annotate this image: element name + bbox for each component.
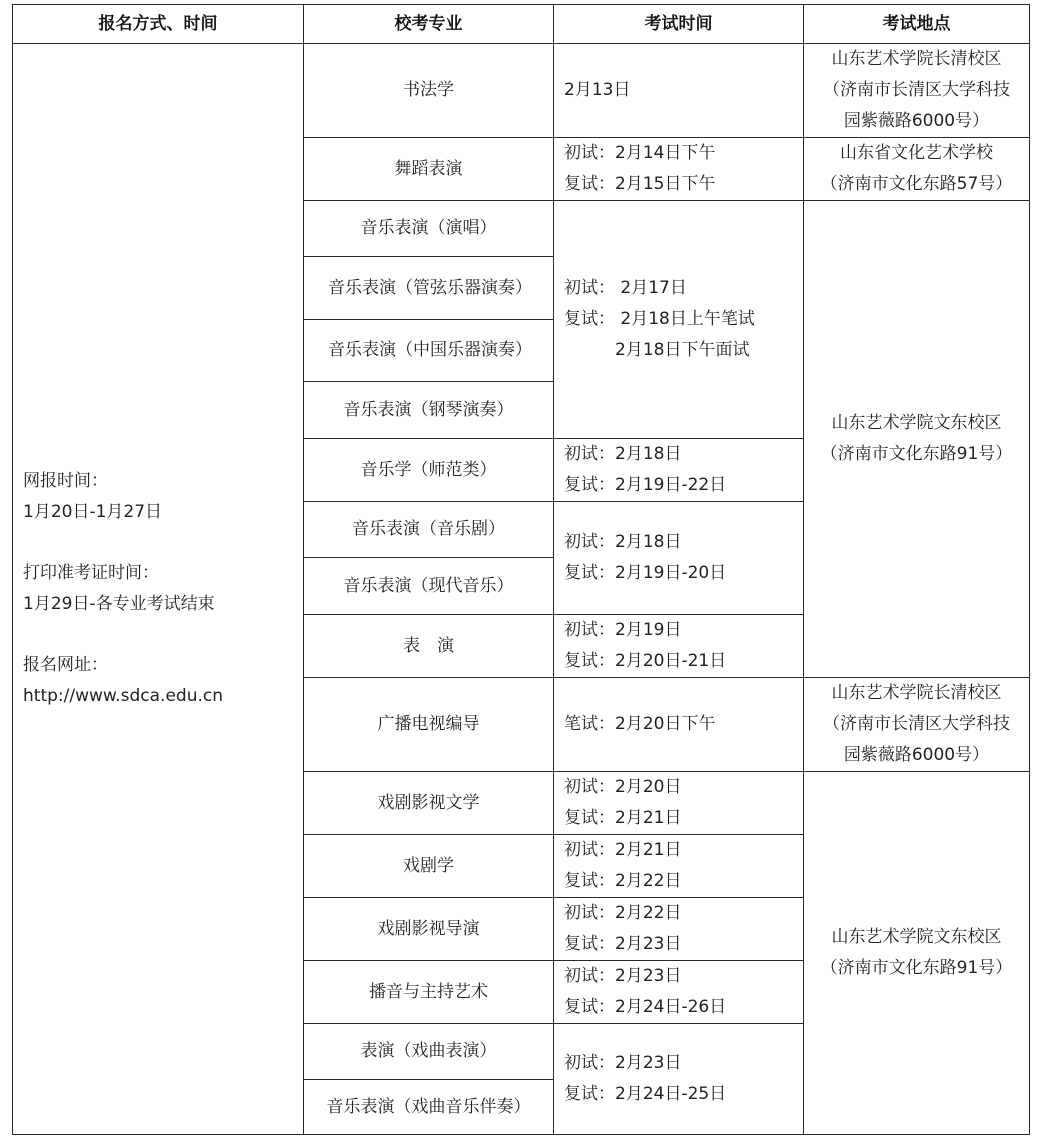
major-cell: 音乐表演（中国乐器演奏） <box>304 320 554 382</box>
major-cell: 音乐表演（演唱） <box>304 201 554 257</box>
major-cell: 戏剧影视文学 <box>304 772 554 835</box>
header-registration: 报名方式、时间 <box>13 5 304 44</box>
location-cell: 山东艺术学院文东校区 （济南市文化东路91号） <box>804 772 1030 1135</box>
header-exam-location: 考试地点 <box>804 5 1030 44</box>
location-cell: 山东省文化艺术学校 （济南市文化东路57号） <box>804 138 1030 201</box>
time-cell: 初试：2月18日 复试：2月19日-22日 <box>554 439 804 502</box>
site-url-link[interactable]: http://www.sdca.edu.cn <box>23 686 223 706</box>
print-label: 打印准考证时间： <box>23 563 159 583</box>
major-cell: 舞蹈表演 <box>304 138 554 201</box>
major-cell: 音乐学（师范类） <box>304 439 554 502</box>
time-cell: 笔试：2月20日下午 <box>554 678 804 772</box>
major-cell: 表 演 <box>304 615 554 678</box>
print-dates: 1月29日-各专业考试结束 <box>23 594 215 614</box>
time-cell: 初试：2月22日 复试：2月23日 <box>554 898 804 961</box>
time-cell: 初试：2月23日 复试：2月24日-25日 <box>554 1024 804 1135</box>
online-label: 网报时间： <box>23 471 108 491</box>
major-cell: 播音与主持艺术 <box>304 961 554 1024</box>
major-cell: 广播电视编导 <box>304 678 554 772</box>
time-cell: 初试： 2月17日 复试： 2月18日上午笔试 2月18日下午面试 <box>554 201 804 439</box>
major-cell: 戏剧学 <box>304 835 554 898</box>
registration-info <box>13 44 304 1135</box>
time-cell: 2月13日 <box>554 44 804 138</box>
online-dates: 1月20日-1月27日 <box>23 502 163 522</box>
exam-schedule-table <box>12 4 1030 1135</box>
time-cell: 初试：2月14日下午 复试：2月15日下午 <box>554 138 804 201</box>
header-major: 校考专业 <box>304 5 554 44</box>
time-cell: 初试：2月18日 复试：2月19日-20日 <box>554 502 804 615</box>
time-cell: 初试：2月20日 复试：2月21日 <box>554 772 804 835</box>
location-cell: 山东艺术学院长清校区 （济南市长清区大学科技 园紫薇路6000号） <box>804 678 1030 772</box>
major-cell: 书法学 <box>304 44 554 138</box>
time-cell: 初试：2月21日 复试：2月22日 <box>554 835 804 898</box>
location-cell: 山东艺术学院长清校区 （济南市长清区大学科技 园紫薇路6000号） <box>804 44 1030 138</box>
location-cell: 山东艺术学院文东校区 （济南市文化东路91号） <box>804 201 1030 678</box>
major-cell: 音乐表演（钢琴演奏） <box>304 382 554 439</box>
time-cell: 初试：2月19日 复试：2月20日-21日 <box>554 615 804 678</box>
major-cell: 戏剧影视导演 <box>304 898 554 961</box>
major-cell: 音乐表演（现代音乐） <box>304 558 554 615</box>
major-cell: 音乐表演（戏曲音乐伴奏） <box>304 1080 554 1135</box>
site-label: 报名网址： <box>23 655 108 675</box>
table-row <box>13 44 1030 138</box>
header-exam-time: 考试时间 <box>554 5 804 44</box>
header-row <box>13 5 1030 44</box>
major-cell: 音乐表演（音乐剧） <box>304 502 554 558</box>
time-cell: 初试：2月23日 复试：2月24日-26日 <box>554 961 804 1024</box>
major-cell: 表演（戏曲表演） <box>304 1024 554 1080</box>
major-cell: 音乐表演（管弦乐器演奏） <box>304 257 554 320</box>
